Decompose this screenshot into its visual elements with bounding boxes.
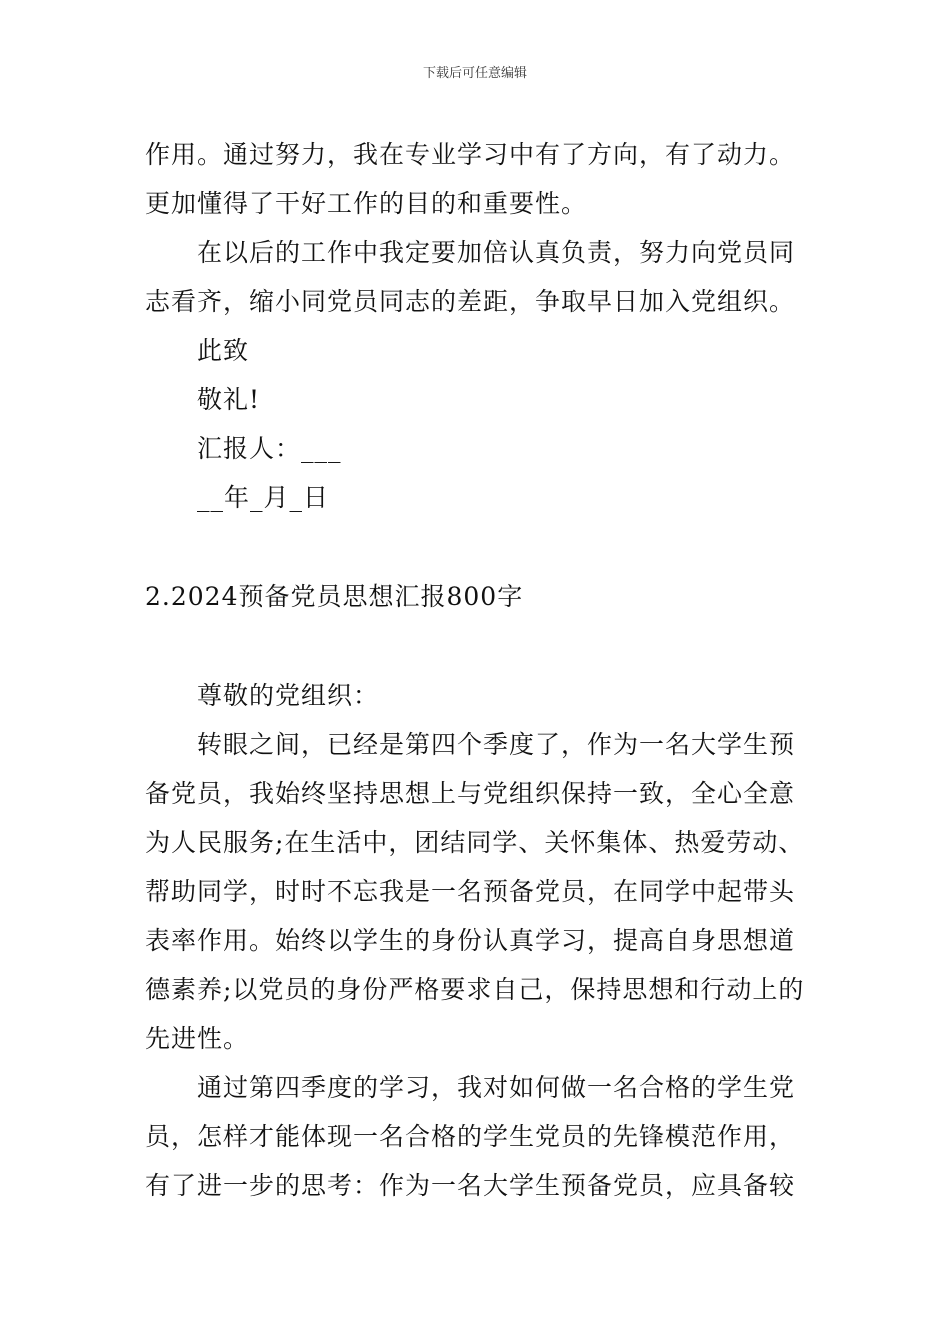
closing-line-2: 敬礼! bbox=[197, 385, 261, 414]
date-line: __年_月_日 bbox=[197, 483, 330, 512]
document-body bbox=[145, 130, 810, 1210]
reporter-line: 汇报人：___ bbox=[197, 434, 342, 463]
closing-line-1: 此致 bbox=[197, 336, 250, 365]
paragraph-quarter-review: 转眼之间，已经是第四个季度了，作为一名大学生预备党员，我始终坚持思想上与党组织保持一致，全心全意为人民服务;在生活中，团结同学、关怀集体、热爱劳动、帮助同学，时时不忘我是一名预备党员，在同学中起带头表率作用。始终以学生的身份认真学习，提高自身思想道德素养;以党员的身份严格要求自己，保持思想和行动上的先进性。 bbox=[145, 730, 805, 1053]
page-header-note: 下载后可任意编辑 bbox=[422, 66, 527, 81]
paragraph-commitment: 在以后的工作中我定要加倍认真负责，努力向党员同志看齐，缩小同党员同志的差距，争取早日加入党组织。 bbox=[145, 238, 796, 316]
section-title: 2.2024预备党员思想汇报800字 bbox=[145, 582, 524, 611]
paragraph-continued: 作用。通过努力，我在专业学习中有了方向，有了动力。更加懂得了干好工作的目的和重要性。 bbox=[145, 140, 796, 218]
paragraph-reflection: 通过第四季度的学习，我对如何做一名合格的学生党员，怎样才能体现一名合格的学生党员的先锋模范作用，有了进一步的思考：作为一名大学生预备党员，应具备较 bbox=[145, 1073, 796, 1200]
salutation: 尊敬的党组织： bbox=[197, 681, 380, 710]
